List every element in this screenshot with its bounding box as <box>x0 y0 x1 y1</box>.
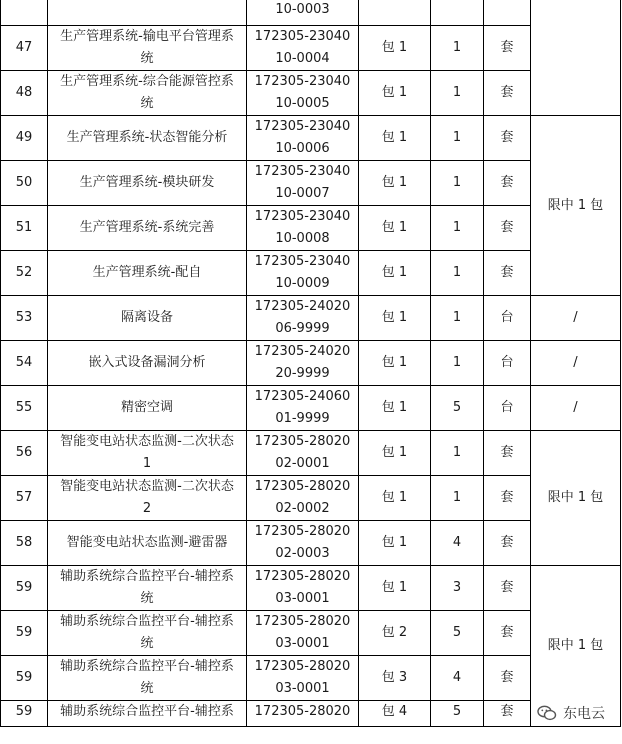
cell-unit: 套 <box>484 161 531 206</box>
table-row <box>1 251 621 296</box>
cell-name: 生产管理系统-系统完善 <box>48 206 247 251</box>
cell-unit: 台 <box>484 386 531 431</box>
cell-name: 生产管理系统-状态智能分析 <box>48 116 247 161</box>
table-row <box>1 386 621 431</box>
cell-name: 隔离设备 <box>48 296 247 341</box>
cell-name: 生产管理系统-综合能源管控系统 <box>48 71 247 116</box>
cell-no <box>1 0 48 26</box>
cell-no: 58 <box>1 521 48 566</box>
cell-qty: 1 <box>431 26 484 71</box>
cell-qty: 1 <box>431 206 484 251</box>
table-row <box>1 656 621 701</box>
table-row <box>1 71 621 116</box>
table-row <box>1 431 621 476</box>
cell-name: 生产管理系统-模块研发 <box>48 161 247 206</box>
cell-package: 包 3 <box>359 656 431 701</box>
cell-no: 48 <box>1 71 48 116</box>
cell-package <box>359 0 431 26</box>
cell-code: 172305-2304010-0009 <box>247 251 359 296</box>
table-row <box>1 206 621 251</box>
cell-unit: 台 <box>484 341 531 386</box>
cell-package: 包 1 <box>359 566 431 611</box>
cell-qty: 1 <box>431 251 484 296</box>
cell-qty: 5 <box>431 386 484 431</box>
cell-no: 51 <box>1 206 48 251</box>
cell-name: 精密空调 <box>48 386 247 431</box>
cell-no: 47 <box>1 26 48 71</box>
cell-code: 172305-2802002-0002 <box>247 476 359 521</box>
cell-qty: 5 <box>431 701 484 727</box>
cell-code: 172305-2802003-0001 <box>247 656 359 701</box>
cell-package: 包 1 <box>359 431 431 476</box>
table-row <box>1 161 621 206</box>
cell-unit: 套 <box>484 566 531 611</box>
cell-code: 172305-2304010-0006 <box>247 116 359 161</box>
cell-qty <box>431 0 484 26</box>
table-row <box>1 341 621 386</box>
cell-code: 172305-2802003-0001 <box>247 566 359 611</box>
cell-package: 包 1 <box>359 206 431 251</box>
cell-name: 辅助系统综合监控平台-辅控系统 <box>48 656 247 701</box>
cell-code: 172305-2304010-0005 <box>247 71 359 116</box>
table-row <box>1 476 621 521</box>
cell-package: 包 1 <box>359 476 431 521</box>
cell-name: 智能变电站状态监测-二次状态 1 <box>48 431 247 476</box>
cell-note-blank <box>531 0 621 116</box>
cell-no: 56 <box>1 431 48 476</box>
cell-code: 172305-2402006-9999 <box>247 296 359 341</box>
cell-qty: 4 <box>431 521 484 566</box>
cell-code: 172305-2802002-0003 <box>247 521 359 566</box>
cell-unit: 套 <box>484 521 531 566</box>
cell-package: 包 2 <box>359 611 431 656</box>
cell-note-slash: / <box>531 296 621 341</box>
cell-qty: 4 <box>431 656 484 701</box>
cell-no: 59 <box>1 656 48 701</box>
cell-name <box>48 0 247 26</box>
table-row <box>1 701 621 727</box>
cell-unit: 套 <box>484 611 531 656</box>
cell-package: 包 1 <box>359 71 431 116</box>
cell-unit: 套 <box>484 116 531 161</box>
cell-package: 包 1 <box>359 26 431 71</box>
cell-package: 包 1 <box>359 521 431 566</box>
cell-note-limit: 限中 1 包 <box>531 431 621 566</box>
watermark-text: 东电云 <box>563 706 605 722</box>
cell-qty: 1 <box>431 71 484 116</box>
wechat-icon <box>537 705 557 721</box>
cell-qty: 5 <box>431 611 484 656</box>
cell-unit: 台 <box>484 296 531 341</box>
cell-qty: 3 <box>431 566 484 611</box>
cell-no: 55 <box>1 386 48 431</box>
cell-qty: 1 <box>431 341 484 386</box>
cell-unit: 套 <box>484 431 531 476</box>
cell-unit: 套 <box>484 476 531 521</box>
cell-note-slash: / <box>531 386 621 431</box>
cell-no: 50 <box>1 161 48 206</box>
cell-qty: 1 <box>431 116 484 161</box>
cell-unit: 套 <box>484 656 531 701</box>
cell-code: 10-0003 <box>247 0 359 26</box>
cell-no: 49 <box>1 116 48 161</box>
cell-package: 包 1 <box>359 116 431 161</box>
cell-name: 辅助系统综合监控平台-辅控系统 <box>48 611 247 656</box>
cell-unit: 套 <box>484 26 531 71</box>
cell-code: 172305-2304010-0008 <box>247 206 359 251</box>
cell-no: 59 <box>1 611 48 656</box>
cell-package: 包 1 <box>359 251 431 296</box>
cell-no: 57 <box>1 476 48 521</box>
cell-name: 智能变电站状态监测-避雷器 <box>48 521 247 566</box>
table-row <box>1 611 621 656</box>
cell-code: 172305-2304010-0007 <box>247 161 359 206</box>
cell-name: 辅助系统综合监控平台-辅控系统 <box>48 566 247 611</box>
table-row <box>1 0 621 26</box>
cell-package: 包 4 <box>359 701 431 727</box>
cell-name: 辅助系统综合监控平台-辅控系 <box>48 701 247 727</box>
cell-code: 172305-2304010-0004 <box>247 26 359 71</box>
table-row <box>1 26 621 71</box>
cell-code: 172305-2406001-9999 <box>247 386 359 431</box>
table-row <box>1 296 621 341</box>
cell-code: 172305-28020 <box>247 701 359 727</box>
cell-no: 59 <box>1 701 48 727</box>
cell-package: 包 1 <box>359 341 431 386</box>
table-row <box>1 521 621 566</box>
cell-qty: 1 <box>431 476 484 521</box>
cell-name: 智能变电站状态监测-二次状态 2 <box>48 476 247 521</box>
cell-qty: 1 <box>431 161 484 206</box>
cell-code: 172305-2402020-9999 <box>247 341 359 386</box>
table-row <box>1 566 621 611</box>
cell-note-slash: / <box>531 341 621 386</box>
cell-unit: 套 <box>484 206 531 251</box>
cell-no: 52 <box>1 251 48 296</box>
cell-unit: 套 <box>484 251 531 296</box>
table-row <box>1 116 621 161</box>
cell-name: 生产管理系统-配自 <box>48 251 247 296</box>
cell-qty: 1 <box>431 296 484 341</box>
cell-note-limit: 限中 1 包 <box>531 566 621 727</box>
cell-note-limit: 限中 1 包 <box>531 116 621 296</box>
cell-package: 包 1 <box>359 296 431 341</box>
cell-name: 嵌入式设备漏洞分析 <box>48 341 247 386</box>
cell-code: 172305-2802002-0001 <box>247 431 359 476</box>
cell-unit: 套 <box>484 71 531 116</box>
cell-code: 172305-2802003-0001 <box>247 611 359 656</box>
cell-name: 生产管理系统-输电平台管理系统 <box>48 26 247 71</box>
cell-no: 53 <box>1 296 48 341</box>
cell-no: 59 <box>1 566 48 611</box>
cell-unit <box>484 0 531 26</box>
cell-no: 54 <box>1 341 48 386</box>
cell-package: 包 1 <box>359 386 431 431</box>
watermark <box>534 702 608 724</box>
cell-qty: 1 <box>431 431 484 476</box>
cell-package: 包 1 <box>359 161 431 206</box>
cell-unit: 套 <box>484 701 531 727</box>
